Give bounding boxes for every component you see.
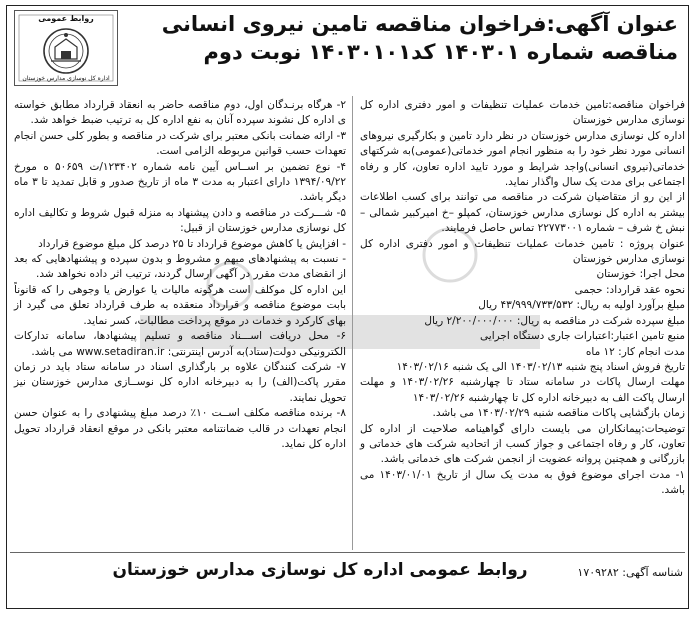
ad-header (150, 10, 678, 66)
right-column-paragraph: توضیحات:پیمانکاران می بایست دارای گواهینامه صلاحیت از اداره کل تعاون، کار و رفاه اجتماعی و جواز کسب از اتحادیه شرکت های خدماتی و بازرگانی و همچنین پروانه عضویت از انجمن شرکت های خدماتی باشد. (360, 422, 685, 466)
right-column-paragraph: تاریخ فروش اسناد پنج شنبه ۱۴۰۳/۰۲/۱۳ الی یک شنبه ۱۴۰۳/۰۲/۱۶ (396, 360, 685, 373)
left-column-paragraph: - افزایش یا کاهش موضوع قرارداد تا ۲۵ درصد کل مبلغ موضوع قرارداد (38, 237, 346, 250)
right-column-paragraph: از این رو از متقاضیان شرکت در مناقصه می توانند برای کسب اطلاعات بیشتر به اداره کل نوسازی مدارس خوزستان، کمپلو –خ امیرکبیر شمالی –نبش خ شرف – شماره ۲۲۷۷۳۰۰۱ تماس حاصل فرمایند. (360, 191, 685, 235)
org-logo (14, 10, 118, 86)
right-column-paragraph: مهلت ارسال پاکات در سامانه ستاد تا چهارشنبه ۱۴۰۳/۰۲/۲۶ و مهلت ارسال پاکت الف به دبیرخانه اداره کل تا چهارشنبه ۱۴۰۳/۰۲/۲۶ (360, 376, 686, 404)
left-column-paragraph: ۳- ارائه ضمانت بانکی معتبر برای شرکت در مناقصه و بطور کلی حسن انجام تعهدات حسب قوانین مربوطه الزامی است. (14, 129, 346, 158)
right-column-paragraph: مدت انجام کار: ۱۲ ماه (585, 345, 685, 358)
left-column-paragraph: ۷- شرکت کنندگان علاوه بر بارگذاری اسناد در سامانه ستاد باید در زمان مقرر پاکت(الف) را به دبیرخانه اداره کل نوســازی مدارس خوزستان نیز تحویل نمایند. (14, 360, 346, 404)
right-column-paragraph: اداره کل نوسازی مدارس خوزستان در نظر دارد تامین و بکارگیری نیروهای انسانی مورد نظر خود را به منظور انجام امور خدماتی(عمومی)به شرکتهای خدماتی(نیروی انسانی)واجد شرایط و مورد تایید اداره تعاون، کار و رفاه اجتماعی برای مدت یک سال واگذار نماید. (360, 129, 685, 189)
left-column-paragraph: ۴- نوع تضمین بر اســاس آیین نامه شماره ۱۲۳۴۰۲/ت ۵۰۶۵۹ ه مورخ ۱۳۹۴/۰۹/۲۲ دارای اعتبار به مدت ۳ ماه از تاریخ صدور و قابل تمدید تا ۳ ماه دیگر باشد. (14, 160, 346, 204)
footer-org-name: روابط عمومی اداره کل نوسازی مدارس خوزستان (112, 560, 528, 580)
left-column-paragraph: این اداره کل موکلف است هرگونه مالیات یا عوارض یا وجوهی را که قانوناً بابت موضوع مناقصه و قرارداد منعقده به طرف قرارداد تعلق می گیرد از بهای کارکرد و خدمات در موقع پرداخت مطالبات، کسر نماید. (14, 283, 346, 327)
right-column-paragraph: محل اجرا: خوزستان (596, 268, 685, 281)
right-column-paragraph: زمان بازگشایی پاکات مناقصه شنبه ۱۴۰۳/۰۲/۲۹ می باشد. (432, 407, 685, 420)
right-column-text (360, 98, 685, 499)
right-column-paragraph: مبلغ برآورد اولیه به ریال: ۴۳/۹۹۹/۷۳۳/۵۳۲ ریال (478, 299, 685, 312)
left-column-paragraph: ۵- شـــرکت در مناقصه و دادن پیشنهاد به منزله قبول شروط و تکالیف اداره کل نوسازی مدارس خوزستان از قبیل: (14, 206, 346, 235)
left-column-paragraph: ۸- برنده مناقصه مکلف اســت ۱۰٪ درصد مبلغ پیشنهادی را به عنوان حسن انجام تعهدات در قالب ضمانتنامه معتبر بانکی در موقع انعقاد قرارداد تحویل اداره کل نماید. (14, 407, 346, 450)
left-column-paragraph: ۶- محل دریافت اســـناد مناقصه و تسلیم پیشنهادها، سامانه تدارکات الکترونیکی دولت(ستاد)به آدرس اینترنتی: www.setadiran.ir می باشد. (14, 330, 346, 358)
logo-text-bottom: اداره کل نوسازی مدارس خوزستان (22, 75, 110, 82)
column-divider (352, 96, 353, 550)
ad-title-line-2: مناقصه شماره ۱۴۰۳۰۱ کد۱۴۰۳۰۱۰۱ نوبت دوم (203, 40, 678, 64)
footer-divider (10, 552, 685, 553)
left-column-paragraph: - نسبت به پیشنهادهای مبهم و مشروط و بدون سپرده و پیشنهادهایی که بعد از انقضای مدت مقرر در آگهی ارسال گردند، ترتیب اثر داده نخواهد شد. (14, 253, 346, 281)
right-column-paragraph: عنوان پروژه : تامین خدمات عملیات تنظیفات و امور دفتری اداره کل نوسازی مدارس خوزستان (360, 237, 685, 266)
left-column-text (14, 98, 346, 452)
right-column-paragraph: ۱- مدت اجرای موضوع فوق به مدت یک سال از تاریخ ۱۴۰۳/۰۱/۰۱ می باشد. (360, 468, 685, 497)
right-column-paragraph: فراخوان مناقصه:تامین خدمات عملیات تنظیفات و امور دفتری اداره کل نوسازی مدارس خوزستان (360, 99, 685, 127)
left-column-paragraph: ۲- هرگاه برنـدگان اول، دوم مناقصه حاضر به انعقاد قرارداد مطابق خواسته ی اداره کل نشوند سپرده آنان به نفع اداره کل به ترتیب ضبط خواهد شد. (14, 99, 346, 127)
right-column-paragraph: منبع تامین اعتبار:اعتبارات جاری دستگاه اجرایی (480, 330, 685, 343)
right-column-paragraph: نحوه عقد قرارداد: حجمی (574, 283, 685, 296)
right-column-paragraph: مبلغ سپرده شرکت در مناقصه به ریال: ۲/۲۰۰/۰۰۰/۰۰۰ ریال (424, 314, 685, 327)
logo-text-top: روابط عمومی (38, 14, 94, 23)
ad-title-line-1: عنوان آگهی:فراخوان مناقصه تامین نیروی انسانی (161, 12, 678, 36)
ad-id-code: شناسه آگهی: ۱۷۰۹۲۸۲ (577, 566, 683, 579)
